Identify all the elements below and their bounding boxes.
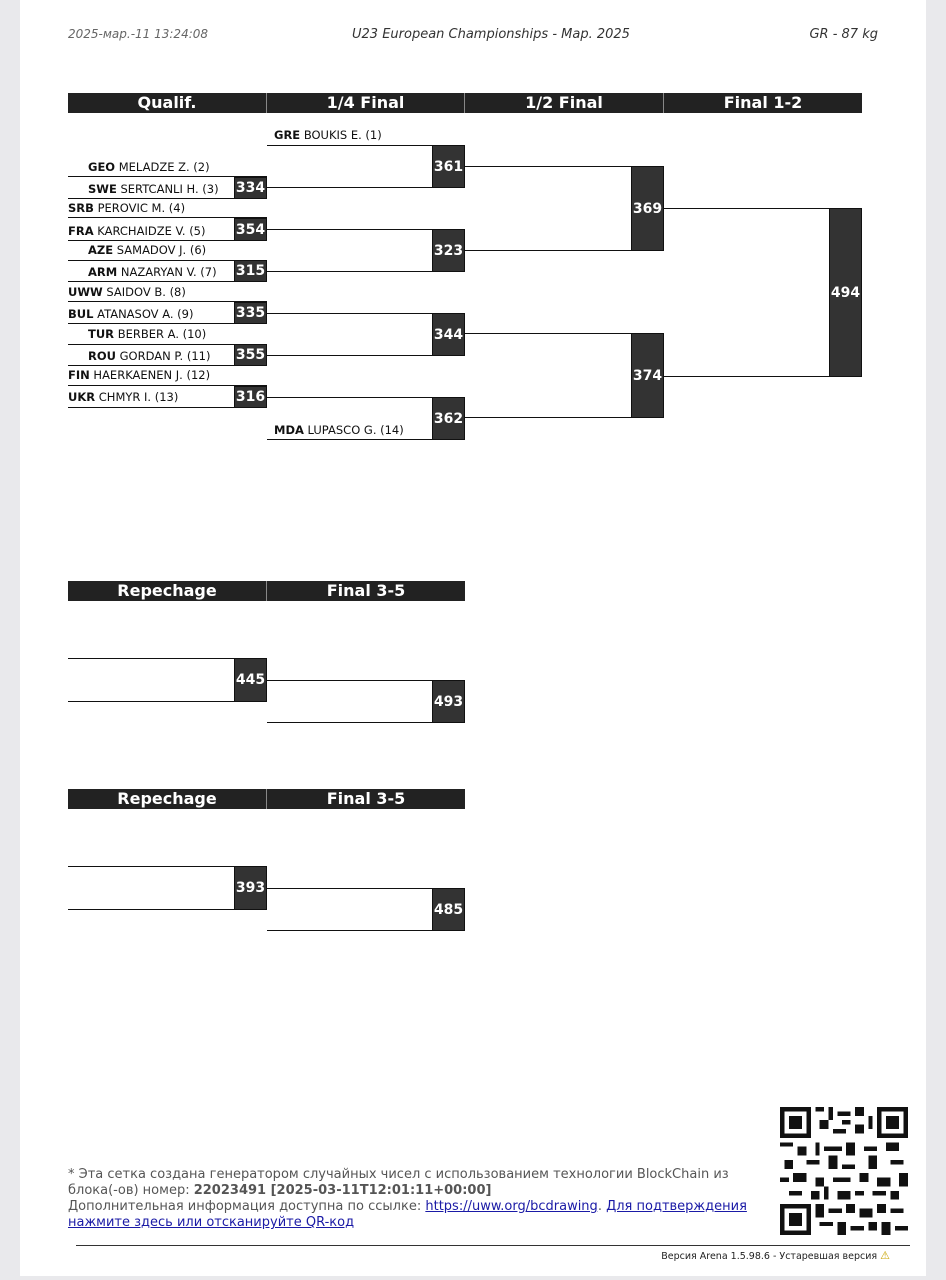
bout-number: 355: [234, 344, 267, 366]
wrestler-entry: FIN HAERKAENEN J. (12): [68, 368, 211, 382]
round-header-semi: 1/2 Final: [465, 93, 664, 113]
wrestler-entry: BUL ATANASOV A. (9): [68, 307, 194, 321]
wrestler-entry: GRE BOUKIS E. (1): [274, 128, 382, 142]
bout-number: 361: [432, 145, 465, 188]
warning-icon: ⚠: [880, 1249, 890, 1262]
wrestler-entry: SRB PEROVIC M. (4): [68, 201, 186, 215]
bronze-header: Final 3-5: [267, 789, 465, 809]
bout-number: 354: [234, 218, 267, 241]
wrestler-entry: UWW SAIDOV B. (8): [68, 285, 186, 299]
blockchain-note: * Эта сетка создана генератором случайных чисел с использованием технологии BlockChain из блока(-ов) номер: 22023491 [2025-03-11T12:01:11+00:00] Дополнительная информация доступна по ссылке: https://uww.org/bcdrawing. Для подтверждения нажмите здесь или отсканируйте QR-код: [68, 1167, 747, 1230]
round-header-qualif: Qualif.: [68, 93, 267, 113]
bracket-page: [20, 0, 926, 1276]
bout-number: 445: [234, 658, 267, 702]
wrestler-entry: ROU GORDAN P. (11): [88, 349, 211, 363]
round-header-final: Final 1-2: [664, 93, 862, 113]
wrestler-entry: TUR BERBER A. (10): [88, 327, 207, 341]
wrestler-entry: UKR CHMYR I. (13): [68, 390, 179, 404]
bout-number: 335: [234, 302, 267, 324]
bout-number: 485: [432, 888, 465, 931]
bout-number: 315: [234, 260, 267, 282]
wrestler-entry: AZE SAMADOV J. (6): [88, 243, 207, 257]
round-header-quarter: 1/4 Final: [267, 93, 465, 113]
event-title: U23 European Championships - Мар. 2025: [352, 27, 630, 42]
qr-code[interactable]: [780, 1107, 908, 1235]
wrestler-entry: MDA LUPASCO G. (14): [274, 423, 404, 437]
bout-number: 344: [432, 313, 465, 356]
bout-number: 316: [234, 386, 267, 408]
bout-number: 493: [432, 680, 465, 723]
wrestler-entry: GEO MELADZE Z. (2): [88, 160, 210, 174]
bout-number: 362: [432, 397, 465, 440]
note-text: * Эта сетка создана генератором случайных чисел с использованием технологии BlockChain из блока(-ов) номер:: [68, 1167, 729, 1198]
bout-number: 323: [432, 229, 465, 272]
weight-category: GR - 87 kg: [809, 27, 878, 42]
bcdrawing-link[interactable]: https://uww.org/bcdrawing: [425, 1199, 598, 1214]
footer-divider: [76, 1245, 910, 1246]
print-datetime: 2025-мар.-11 13:24:08: [68, 27, 209, 41]
bout-number: 369: [631, 166, 664, 251]
bronze-header: Final 3-5: [267, 581, 465, 601]
bout-number: 334: [234, 177, 267, 199]
wrestler-entry: SWE SERTCANLI H. (3): [88, 182, 219, 196]
wrestler-entry: ARM NAZARYAN V. (7): [88, 265, 217, 279]
version-label: Версия Arena 1.5.98.6 - Устаревшая версия ⚠: [661, 1249, 890, 1262]
repechage-header: Repechage: [68, 581, 267, 601]
info-text: Дополнительная информация доступна по ссылке:: [68, 1199, 422, 1214]
bout-number: 393: [234, 866, 267, 910]
wrestler-entry: FRA KARCHAIDZE V. (5): [68, 224, 206, 238]
bout-number: 494: [829, 208, 862, 377]
block-number: 22023491 [2025-03-11T12:01:11+00:00]: [193, 1183, 492, 1198]
verify-link[interactable]: Для подтверждения нажмите здесь или отсканируйте QR-код: [68, 1199, 747, 1230]
bout-number: 374: [631, 333, 664, 418]
repechage-header: Repechage: [68, 789, 267, 809]
